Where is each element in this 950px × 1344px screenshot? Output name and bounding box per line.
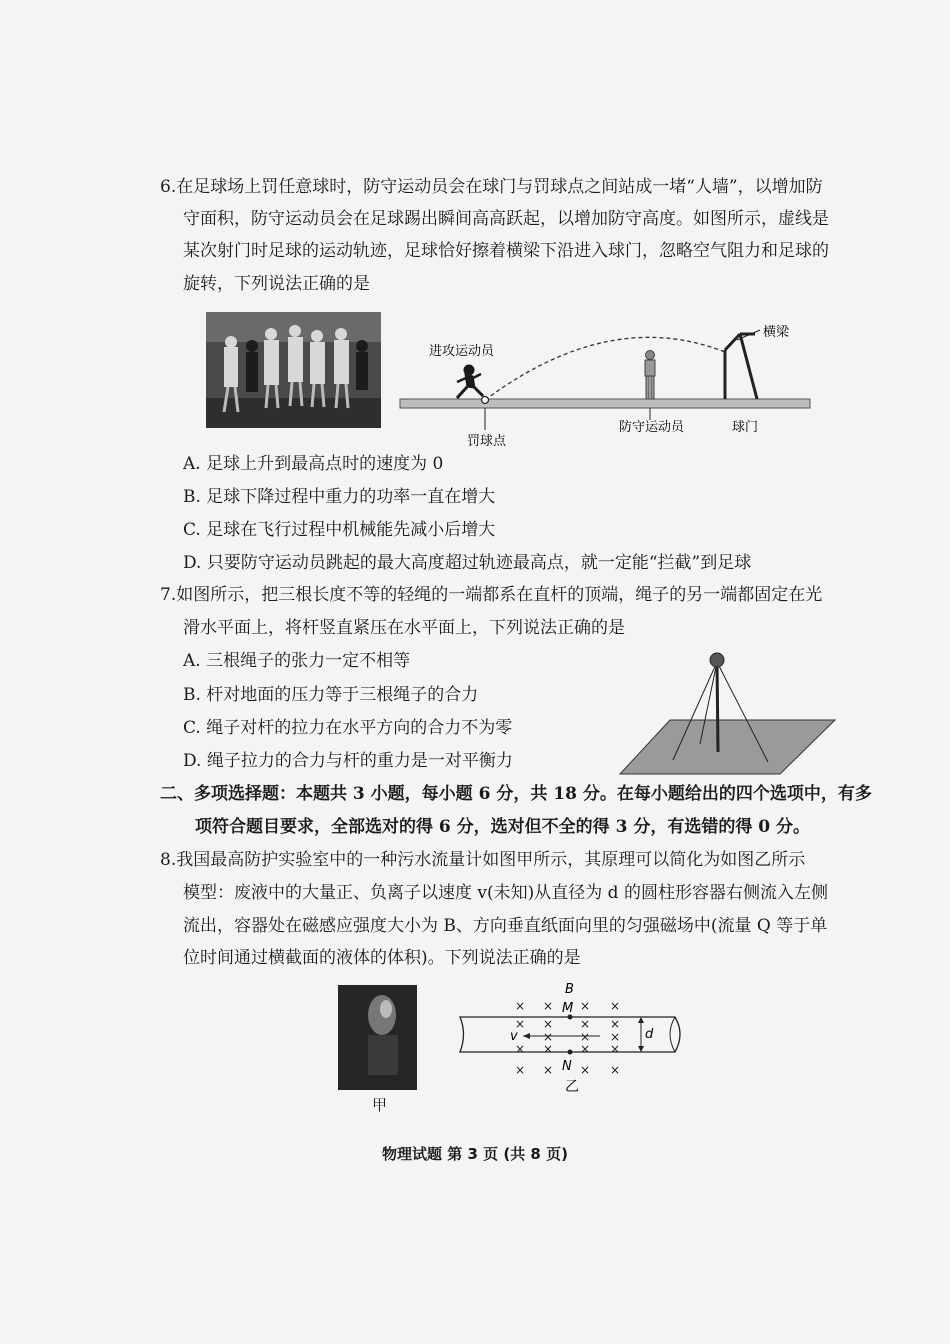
label-B: B xyxy=(565,982,574,997)
cross: × xyxy=(610,1042,621,1056)
q6-stem-line-4: 旋转，下列说法正确的是 xyxy=(183,274,370,294)
q6-option-a: A. 足球上升到最高点时的速度为 0 xyxy=(183,454,444,474)
cross: × xyxy=(543,1063,554,1077)
defender-figure xyxy=(645,351,655,400)
rod xyxy=(717,662,718,752)
cross: × xyxy=(543,1030,554,1044)
q8-photo-jia xyxy=(338,985,417,1090)
ground xyxy=(400,399,810,408)
cross: × xyxy=(515,1063,526,1077)
attacker-figure xyxy=(457,365,483,398)
label-M: M xyxy=(562,1001,574,1016)
q6-option-c: C. 足球在飞行过程中机械能先减小后增大 xyxy=(183,520,496,540)
cross: × xyxy=(580,1030,591,1044)
cross: × xyxy=(610,1017,621,1031)
label-penalty-spot: 罚球点 xyxy=(467,434,507,449)
label-yi: 乙 xyxy=(565,1079,579,1095)
label-d: d xyxy=(645,1027,654,1042)
ball xyxy=(482,397,489,404)
cross: × xyxy=(543,999,554,1013)
q7-stem-line-2: 滑水平面上，将杆竖直紧压在水平面上，下列说法正确的是 xyxy=(183,618,625,638)
label-N: N xyxy=(562,1059,572,1074)
goal-frame xyxy=(725,334,757,399)
q6-stem-line-2: 守面积，防守运动员会在足球踢出瞬间高高跃起，以增加防守高度。如图所示，虚线是 xyxy=(183,209,829,229)
cross: × xyxy=(515,1017,526,1031)
label-attacker: 进攻运动员 xyxy=(429,344,495,359)
cylinder-end xyxy=(670,1017,675,1052)
label-defender: 防守运动员 xyxy=(619,420,685,435)
cross: × xyxy=(580,1042,591,1056)
cross: × xyxy=(580,1017,591,1031)
q8-stem-line-1: 8.我国最高防护实验室中的一种污水流量计如图甲所示，其原理可以简化为如图乙所示 xyxy=(160,850,806,870)
cross: × xyxy=(515,1042,526,1056)
horizontal-plane xyxy=(620,720,835,774)
q6-option-d: D. 只要防守运动员跳起的最大高度超过轨迹最高点，就一定能“拦截”到足球 xyxy=(183,553,752,573)
q7-rod-ropes-diagram xyxy=(610,648,845,778)
section2-heading-line-2: 项符合题目要求，全部选对的得 6 分，选对但不全的得 3 分，有选错的得 0 分。 xyxy=(195,817,810,837)
label-crossbar: 横梁 xyxy=(763,325,790,340)
q8-stem-line-4: 位时间通过横截面的液体的体积)。下列说法正确的是 xyxy=(183,948,581,968)
cross: × xyxy=(610,999,621,1013)
section2-heading-line-1: 二、多项选择题：本题共 3 小题，每小题 6 分，共 18 分。在每小题给出的四个选项中，有多 xyxy=(160,784,872,804)
q8-stem-line-2: 模型：废液中的大量正、负离子以速度 v(未知)从直径为 d 的圆柱形容器右侧流入左侧 xyxy=(183,883,828,903)
point-N xyxy=(568,1050,573,1055)
q8-flowmeter-diagram xyxy=(455,980,695,1095)
label-goal: 球门 xyxy=(732,420,759,435)
q6-stem-line-3: 某次射门时足球的运动轨迹，足球恰好擦着横梁下沿进入球门，忽略空气阻力和足球的 xyxy=(183,241,829,261)
label-jia: 甲 xyxy=(372,1096,388,1114)
page-footer: 物理试题 第 3 页 (共 8 页) xyxy=(382,1145,568,1163)
cross: × xyxy=(543,1042,554,1056)
q7-option-a: A. 三根绳子的张力一定不相等 xyxy=(183,651,411,671)
ball-trajectory xyxy=(485,337,725,400)
cross: × xyxy=(580,999,591,1013)
cross: × xyxy=(610,1063,621,1077)
label-v: v xyxy=(510,1029,518,1044)
rod-top-ball xyxy=(710,653,724,667)
q6-stem-line-1: 6.在足球场上罚任意球时，防守运动员会在球门与罚球点之间站成一堵“人墙”，以增加防 xyxy=(160,177,823,197)
q6-option-b: B. 足球下降过程中重力的功率一直在增大 xyxy=(183,487,496,507)
cross: × xyxy=(543,1017,554,1031)
cross: × xyxy=(580,1063,591,1077)
q7-option-b: B. 杆对地面的压力等于三根绳子的合力 xyxy=(183,685,479,705)
q7-option-d: D. 绳子拉力的合力与杆的重力是一对平衡力 xyxy=(183,751,513,771)
q6-photo-free-kick xyxy=(206,312,381,428)
cross: × xyxy=(610,1030,621,1044)
cross: × xyxy=(515,999,526,1013)
q6-trajectory-diagram xyxy=(395,312,820,457)
q7-stem-line-1: 7.如图所示，把三根长度不等的轻绳的一端都系在直杆的顶端，绳子的另一端都固定在光 xyxy=(160,585,823,605)
q8-stem-line-3: 流出，容器处在磁感应强度大小为 B、方向垂直纸面向里的匀强磁场中(流量 Q 等于单 xyxy=(183,916,828,936)
q7-option-c: C. 绳子对杆的拉力在水平方向的合力不为零 xyxy=(183,718,513,738)
